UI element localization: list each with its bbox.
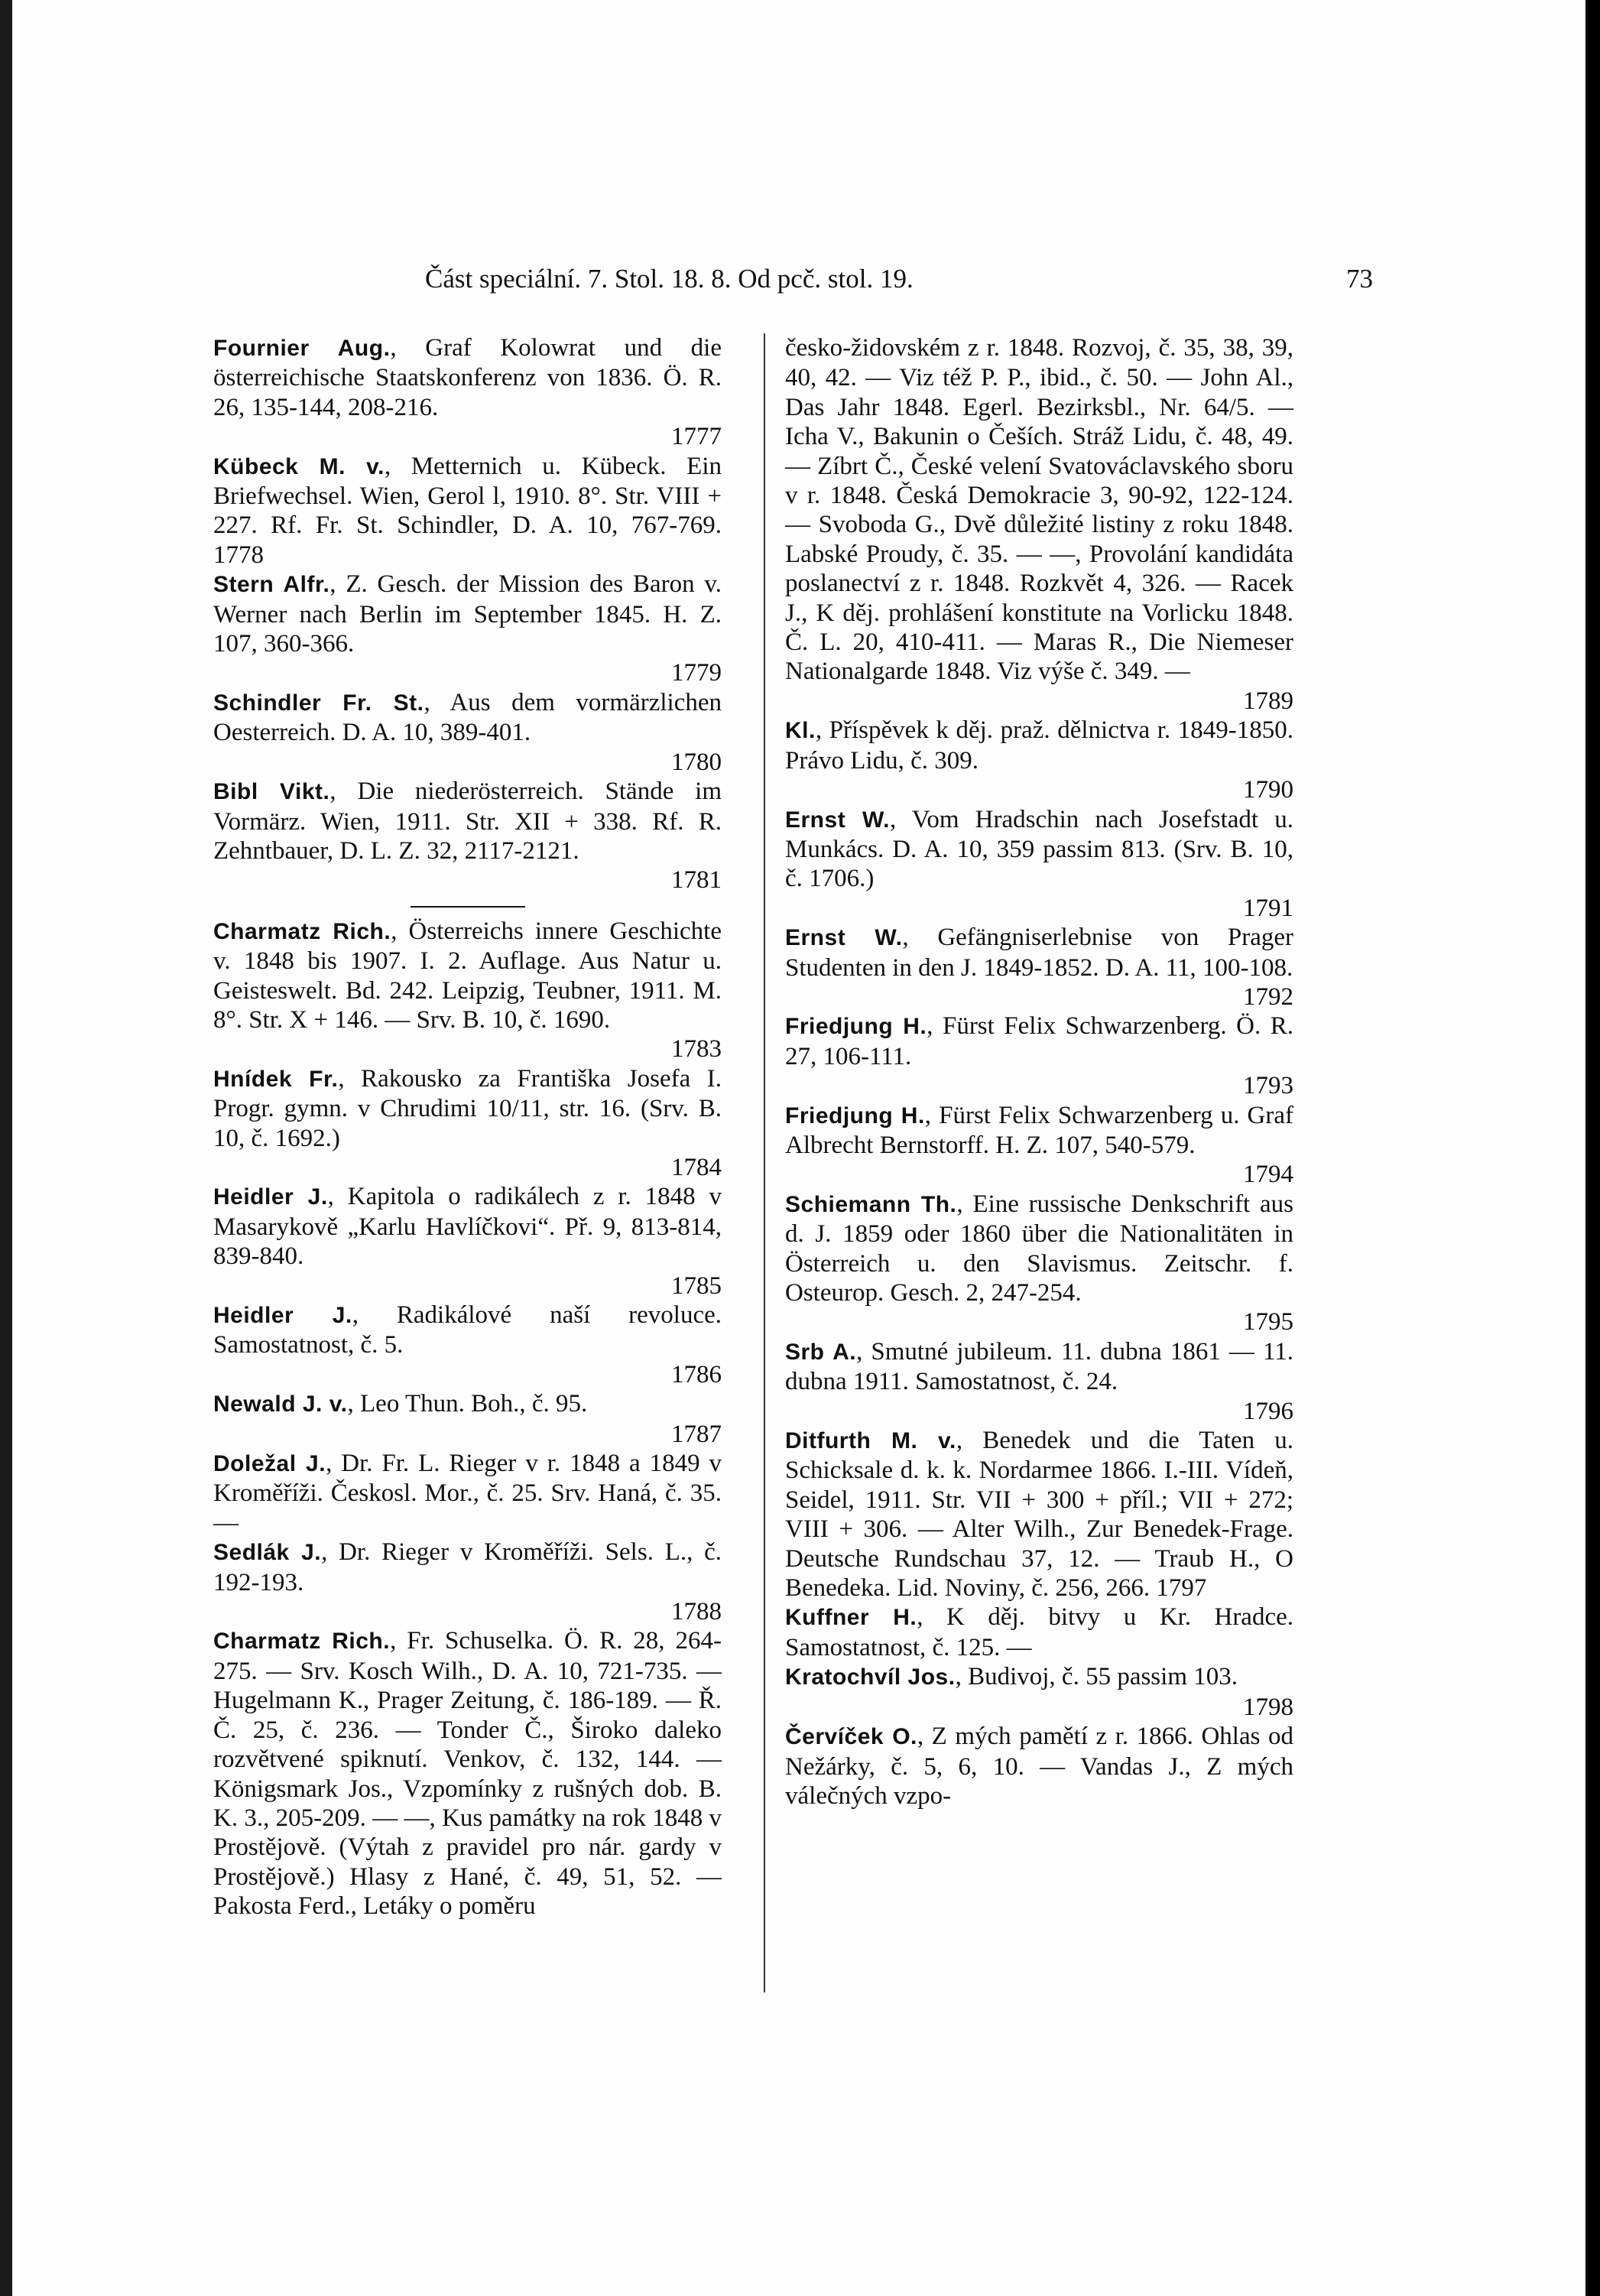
entry-number: 1788 [671, 1598, 722, 1626]
entry-author: Bibl Vikt. [213, 779, 330, 805]
entry-author: Charmatz Rich. [213, 1629, 391, 1655]
entry-1781 [213, 777, 722, 895]
entry-author: Newald J. v. [213, 1392, 348, 1418]
entry-1797 [785, 1426, 1293, 1603]
entry-text: , Vom Hradschin nach Josefstadt u. Munkács. D. A. 10, 359 passim 813. (Srv. B. 10, č. 1706.) [785, 805, 1294, 893]
entry-1784 [213, 1064, 722, 1183]
entry-text: , Z mých pamětí z r. 1866. Ohlas od Nežárky, č. 5, 6, 10. — Vandas J., Z mých válečných vzpo- [785, 1723, 1293, 1810]
entry-text: , K děj. bitvy u Kr. Hradce. Samostatnost, č. 125. — [785, 1603, 1293, 1661]
entry-dolezal [213, 1449, 722, 1538]
entry-number: 1779 [671, 659, 722, 687]
entry-number: 1793 [1243, 1072, 1293, 1100]
entry-text: , Benedek und die Taten u. Schicksale d. k. k. Nordarmee 1866. I.-III. Vídeň, Seidel, 1911. Str. VII + 300 + příl.; VII + 272; VIII + 306. — Alter Wilh., Zur Benedek-Frage. Deutsche Rundschau 37, 12. — Traub H., O Benedeka. Lid. Noviny, č. 256, 266. 1797 [785, 1427, 1293, 1603]
entry-text: , Fürst Felix Schwarzenberg u. Graf Albrecht Bernstorff. H. Z. 107, 540-579. [785, 1101, 1293, 1159]
right-column [785, 333, 1293, 1810]
entry-1798 [785, 1662, 1293, 1722]
entry-text: , Příspěvek k děj. praž. dělnictva r. 1849-1850. Právo Lidu, č. 309. [785, 716, 1293, 775]
entry-text: , Metternich u. Kübeck. Ein Briefwechsel. Wien, Gerol l, 1910. 8°. Str. VIII + 227. Rf. Fr. St. Schindler, D. A. 10, 767-769. 1778 [213, 452, 722, 569]
entry-text: , Rakousko za Františka Josefa I. Progr. gymn. v Chrudimi 10/11, str. 16. (Srv. B. 10, č. 1692.) [213, 1064, 722, 1152]
entry-author: Heidler J. [213, 1303, 352, 1328]
entry-text: , Aus dem vormärzlichen Oesterreich. D. A. 10, 389-401. [213, 688, 722, 747]
entry-author: Friedjung H. [785, 1014, 927, 1040]
entry-number: 1789 [1243, 687, 1293, 715]
entry-1788 [213, 1538, 722, 1626]
entry-text: , Dr. Rieger v Kroměříži. Sels. L., č. 192-193. [213, 1538, 722, 1596]
entry-number: 1794 [1243, 1161, 1293, 1189]
entry-number: 1791 [1243, 894, 1293, 922]
left-column [213, 333, 722, 1921]
entry-author: Kuffner H. [785, 1605, 917, 1631]
entry-text: , Österreichs innere Geschichte v. 1848 bis 1907. I. 2. Auflage. Aus Natur u. Geisteswelt. Bd. 242. Leipzig, Teubner, 1911. M. 8°. Str. X + 146. — Srv. B. 10, č. 1690. [213, 917, 722, 1034]
entry-author: Charmatz Rich. [213, 918, 391, 944]
entry-1779 [213, 570, 722, 688]
entry-author: Červíček O. [785, 1724, 917, 1750]
entry-1786 [213, 1301, 722, 1389]
entry-number: 1781 [671, 866, 722, 895]
entry-number: 1795 [1243, 1308, 1293, 1336]
entry-1778 [213, 452, 722, 570]
entry-1789 [785, 333, 1293, 716]
entry-author: Friedjung H. [785, 1103, 925, 1129]
entry-text: , Budivoj, č. 55 passim 103. [955, 1663, 1238, 1691]
entry-1791 [785, 805, 1293, 924]
entry-text: , Fürst Felix Schwarzenberg. Ö. R. 27, 106-111. [785, 1012, 1293, 1070]
entry-text: , Kapitola o radikálech z r. 1848 v Masarykově „Karlu Havlíčkovi“. Př. 9, 813-814, 839-840. [213, 1183, 722, 1271]
entry-number: 1790 [1243, 776, 1293, 804]
entry-1795 [785, 1190, 1293, 1337]
entry-number: 1796 [1243, 1397, 1293, 1425]
entry-number: 1777 [671, 423, 722, 451]
entry-text: , Leo Thun. Boh., č. 95. [347, 1390, 588, 1418]
entry-author: Fournier Aug. [213, 336, 391, 361]
entry-kuffner [785, 1603, 1293, 1662]
book-page [12, 0, 1585, 2296]
section-rule [411, 906, 525, 908]
entry-charmatz-schuselka [213, 1626, 722, 1921]
entry-author: Kl. [785, 718, 816, 744]
entry-number: 1786 [671, 1360, 722, 1388]
entry-1780 [213, 688, 722, 777]
entry-author: Ernst W. [785, 807, 890, 833]
entry-number: 1785 [671, 1271, 722, 1300]
header-title: Část speciální. 7. Stol. 18. 8. Od pcč. stol. 19. [425, 264, 914, 294]
entry-author: Hnídek Fr. [213, 1066, 339, 1092]
entry-text: , Z. Gesch. der Mission des Baron v. Werner nach Berlin im September 1845. H. Z. 107, 360-366. [213, 570, 722, 658]
entry-1777 [213, 333, 722, 452]
entry-1790 [785, 716, 1293, 804]
entry-author: Ernst W. [785, 925, 903, 951]
scan-edge [0, 0, 12, 2296]
entry-text: , Fr. Schuselka. Ö. R. 28, 264-275. — Srv. Kosch Wilh., D. A. 10, 721-735. — Hugelmann K., Prager Zeitung, č. 186-189. — Ř. Č. 25, č. 236. — Tonder Č., Široko daleko rozvětvené spiknutí. Venkov, č. 132, 144. — Königsmark Jos., Vzpomínky z rušných dob. B. K. 3., 205-209. — —, Kus památky na rok 1848 v Prostějově. (Výtah z pravidel pro nár. gardy v Prostějově.) Hlasy z Hané, č. 49, 51, 52. — Pakosta Ferd., Letáky o poměru [213, 1627, 722, 1921]
entry-author: Sedlák J. [213, 1540, 322, 1566]
entry-number: 1784 [671, 1153, 722, 1181]
column-divider [764, 333, 765, 1992]
entry-number: 1783 [671, 1035, 722, 1064]
entry-number: 1787 [671, 1420, 722, 1448]
entry-cervicek [785, 1722, 1293, 1810]
entry-author: Schiemann Th. [785, 1191, 957, 1217]
entry-author: Heidler J. [213, 1184, 328, 1210]
entry-1792 [785, 923, 1293, 1012]
entry-1787 [213, 1389, 722, 1449]
entry-text: , Eine russische Denkschrift aus d. J. 1859 oder 1860 über die Nationalitäten in Österreich u. den Slavismus. Zeitschr. f. Osteurop. Gesch. 2, 247-254. [785, 1190, 1293, 1307]
entry-1793 [785, 1012, 1293, 1100]
entry-number: 1798 [1243, 1693, 1293, 1721]
entry-1796 [785, 1337, 1293, 1426]
running-header [425, 260, 1373, 298]
entry-author: Ditfurth M. v. [785, 1428, 956, 1454]
entry-text: , Graf Kolowrat und die österreichische Staatskonferenz von 1836. Ö. R. 26, 135-144, 208-216. [213, 334, 722, 421]
entry-author: Kübeck M. v. [213, 453, 385, 479]
entry-number: 1780 [671, 748, 722, 776]
entry-author: Srb A. [785, 1339, 857, 1365]
page-number: 73 [1346, 264, 1373, 294]
entry-1783 [213, 917, 722, 1064]
entry-text: , Radikálové naší revoluce. Samostatnost, č. 5. [213, 1301, 722, 1359]
entry-text: , Die niederösterreich. Stände im Vormärz. Wien, 1911. Str. XII + 338. Rf. R. Zehntbauer, D. L. Z. 32, 2117-2121. [213, 778, 722, 865]
entry-text: , Gefängniserlebnise von Prager Studenten in den J. 1849-1852. D. A. 11, 100-108. [785, 924, 1293, 982]
entry-1785 [213, 1182, 722, 1301]
entry-author: Stern Alfr. [213, 572, 330, 598]
entry-text: , Dr. Fr. L. Rieger v r. 1848 a 1849 v Kroměříži. Českosl. Mor., č. 25. Srv. Haná, č. 35. — [213, 1450, 722, 1537]
entry-1794 [785, 1101, 1293, 1190]
entry-text: česko-židovském z r. 1848. Rozvoj, č. 35, 38, 39, 40, 42. — Viz též P. P., ibid., č. 50. — John Al., Das Jahr 1848. Egerl. Bezirksbl., Nr. 64/5. — Icha V., Bakunin o Češích. Stráž Lidu, č. 48, 49. — Zíbrt Č., České velení Svatováclavského sboru v r. 1848. Česká Demokracie 3, 90-92, 122-124. — Svoboda G., Dvě důležité listiny z roku 1848. Labské Proudy, č. 35. — —, Provolání kandidáta poslanectví z r. 1848. Rozkvět 4, 326. — Racek J., K děj. prohlášení konstitute na Vorlicku 1848. Č. L. 20, 410-411. — Maras R., Die Niemeser Nationalgarde 1848. Viz výše č. 349. — [785, 334, 1293, 686]
entry-author: Kratochvíl Jos. [785, 1664, 956, 1690]
entry-text: , Smutné jubileum. 11. dubna 1861 — 11. dubna 1911. Samostatnost, č. 24. [785, 1337, 1294, 1396]
entry-number: 1792 [1243, 982, 1293, 1011]
entry-author: Doležal J. [213, 1451, 326, 1477]
entry-author: Schindler Fr. St. [213, 690, 424, 716]
